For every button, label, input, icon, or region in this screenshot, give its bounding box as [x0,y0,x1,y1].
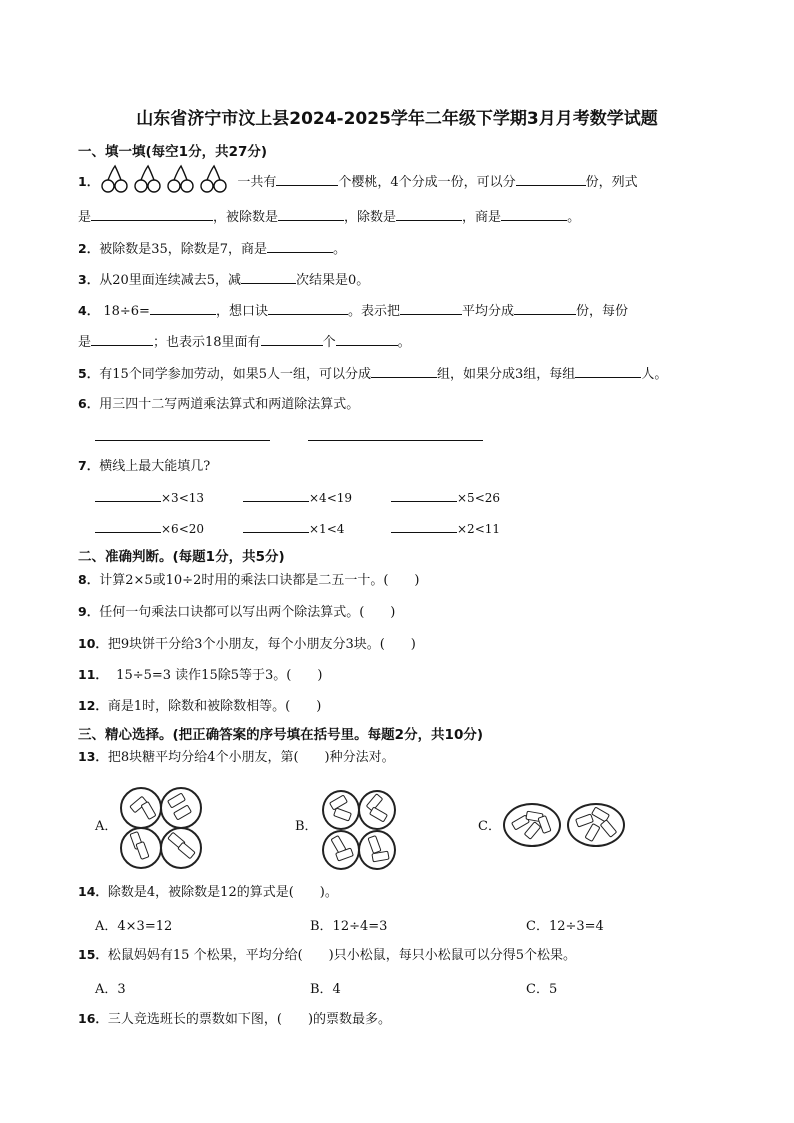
option-c-label[interactable]: C． [478,819,501,834]
question-10 [78,635,416,654]
answer-blank[interactable] [261,332,323,346]
question-number: 8． [78,572,100,587]
question-text: 份，列式 [585,175,638,190]
q7-item [95,519,204,538]
inequality: ×2<11 [457,522,501,536]
answer-blank[interactable] [243,519,309,533]
question-2 [78,239,346,259]
question-14 [78,883,338,902]
question-text: 次结果是0。 [296,273,370,288]
question-text: 计算2×5或10÷2时用的乘法口诀都是二五一十。( [99,573,389,588]
question-number: 15． [78,947,108,962]
question-text: 除数是4，被除数是12的算式是( [107,885,294,900]
question-number: 7． [78,458,100,473]
section-3-heading: 三、精心选择。(把正确答案的序号填在括号里。每题2分，共10分) [78,727,484,743]
inequality: ×1<4 [309,522,345,536]
question-3 [78,270,369,290]
answer-blank[interactable] [575,364,641,378]
question-text: ；也表示18里面有 [153,335,261,350]
option-c[interactable]: C．12÷3=4 [526,919,604,934]
question-text: 人。 [641,367,668,382]
question-text: ) [414,573,420,588]
question-text: ) [410,637,416,652]
question-4-line-1 [78,301,628,321]
question-number: 9． [78,604,100,619]
question-6 [78,395,359,414]
question-text: 从20里面连续减去5，减 [99,273,242,288]
question-text: 。 [567,210,581,225]
answer-blank[interactable] [243,488,309,502]
question-text: 松鼠妈妈有15 个松果，平均分给( [107,948,303,963]
question-1-line-2 [78,207,580,227]
question-text: ，除数是 [344,210,397,225]
question-number: 12． [78,698,108,713]
option-a[interactable]: A．4×3=12 [95,919,173,934]
answer-blank[interactable] [514,301,576,315]
question-text: 份，每份 [576,304,629,319]
option-a[interactable]: A．3 [95,982,126,997]
question-text: 。 [397,335,411,350]
question-text: )的票数最多。 [307,1012,392,1027]
option-b-label[interactable]: B． [295,819,318,834]
question-text: 个樱桃，4个分成一份，可以分 [338,175,516,190]
question-text: 组，如果分成3组，每组 [437,367,576,382]
question-text: ) [316,699,322,714]
question-text: )种分法对。 [324,750,395,765]
answer-blank[interactable] [391,519,457,533]
question-5 [78,364,667,384]
question-text: )。 [319,885,338,900]
question-text: 商是1时，除数和被除数相等。( [107,699,291,714]
answer-blank[interactable] [278,207,344,221]
question-text: ) [390,605,396,620]
answer-line[interactable] [308,440,483,441]
question-text: 一共有 [237,175,277,190]
answer-blank[interactable] [241,270,296,284]
question-7 [78,457,210,476]
question-number: 10． [78,636,108,651]
answer-blank[interactable] [95,488,161,502]
question-text: ，商是 [462,210,502,225]
question-9 [78,603,395,622]
question-number: 6． [78,396,100,411]
question-12 [78,697,321,716]
question-number: 5． [78,366,100,381]
q7-item [95,488,204,507]
answer-blank[interactable] [336,332,398,346]
question-13 [78,748,395,767]
question-text: 是 [78,335,92,350]
section-2-heading: 二、准确判断。(每题1分，共5分) [78,549,285,565]
section-1-heading: 一、填一填(每空1分，共27分) [78,144,268,160]
question-text: 。表示把 [347,304,400,319]
question-16 [78,1010,391,1029]
question-text: 把8块糖平均分给4个小朋友，第( [107,750,299,765]
question-15 [78,946,576,965]
question-text: ) [317,668,323,683]
option-b[interactable]: B．4 [310,982,341,997]
answer-blank[interactable] [150,301,216,315]
question-text: 横线上最大能填几? [99,459,211,474]
question-number: 11． [78,667,108,682]
question-text: 三人竞选班长的票数如下图，( [107,1012,282,1027]
answer-blank[interactable] [91,332,153,346]
question-number: 2． [78,241,100,256]
inequality: ×6<20 [161,522,205,536]
question-text: 个 [322,335,336,350]
answer-blank[interactable] [391,488,457,502]
answer-blank[interactable] [396,207,462,221]
answer-blank[interactable] [371,364,437,378]
option-a-label[interactable]: A． [95,819,118,834]
answer-line[interactable] [95,440,270,441]
question-8 [78,571,420,590]
page-title: 山东省济宁市汶上县2024-2025学年二年级下学期3月月考数学试题 [136,109,658,129]
question-text: 18÷6= [103,304,150,319]
question-number: 14． [78,884,108,899]
answer-blank[interactable] [501,207,567,221]
question-text: 用三四十二写两道乘法算式和两道除法算式。 [99,397,360,412]
question-text: 有15个同学参加劳动，如果5人一组，可以分成 [99,367,372,382]
answer-blank[interactable] [276,172,338,186]
question-text: 15÷5=3 读作15除5等于3。( [116,668,292,683]
answer-blank[interactable] [267,239,333,253]
question-4-line-2 [78,332,411,352]
option-b[interactable]: B．12÷4=3 [310,919,388,934]
question-text: ，被除数是 [213,210,279,225]
question-text: 被除数是35，除数是7，商是 [99,242,268,257]
question-number: 16． [78,1011,108,1026]
question-text: 把9块饼干分给3个小朋友，每个小朋友分3块。( [107,637,385,652]
q7-item [391,488,500,507]
question-number: 1． [78,174,100,189]
q7-item [391,519,500,538]
inequality: ×3<13 [161,491,205,505]
inequality: ×4<19 [309,491,353,505]
question-11 [78,666,322,685]
question-text: 。 [333,242,347,257]
option-c[interactable]: C．5 [526,982,558,997]
inequality: ×5<26 [457,491,501,505]
answer-blank[interactable] [516,172,586,186]
q7-item [243,488,352,507]
cherries-icon [100,164,234,194]
question-number: 4． [78,303,100,318]
answer-blank[interactable] [95,519,161,533]
answer-blank[interactable] [268,301,348,315]
question-number: 13． [78,749,108,764]
question-text: 任何一句乘法口诀都可以写出两个除法算式。( [99,605,365,620]
question-text: 是 [78,210,92,225]
q7-item [243,519,344,538]
answer-blank[interactable] [91,207,213,221]
question-text: )只小松鼠，每只小松鼠可以分得5个松果。 [328,948,576,963]
question-text: 平均分成 [461,304,514,319]
answer-blank[interactable] [400,301,462,315]
question-number: 3． [78,272,100,287]
question-text: ，想口诀 [215,304,268,319]
